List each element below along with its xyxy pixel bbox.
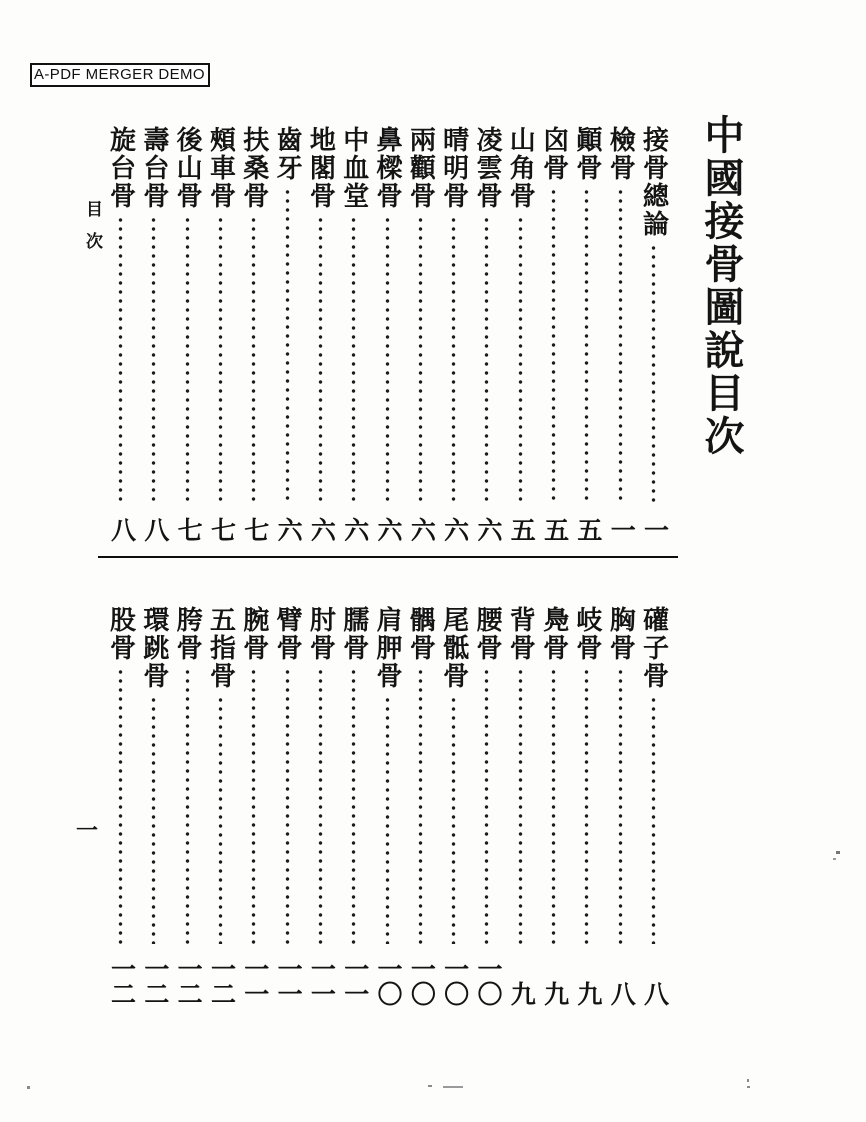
toc-entry: [171, 606, 204, 1006]
toc-entry: [204, 126, 237, 542]
dotted-leader: [251, 669, 256, 944]
toc-entry-title: 凌雲骨: [472, 126, 502, 210]
toc-entry-title: 旋台骨: [106, 126, 136, 210]
dotted-leader: [618, 669, 623, 944]
toc-entry-page-number: 一二: [174, 956, 202, 1006]
toc-entry-page-number: 一二: [107, 956, 135, 1006]
book-title: 中國接骨圖說目次: [699, 114, 744, 458]
toc-entry: [537, 606, 570, 1006]
toc-entry-page-number: 一〇: [374, 956, 401, 1006]
toc-entry-page-number: 六: [307, 517, 335, 542]
toc-entry-title: 股骨: [106, 606, 136, 662]
toc-entry-title: 肘骨: [306, 606, 336, 662]
dotted-leader: [518, 217, 523, 502]
toc-entry-page-number: 一〇: [473, 956, 501, 1006]
toc-entry-page-number: 一二: [140, 956, 168, 1006]
dotted-leader: [518, 669, 523, 944]
toc-entry: [337, 126, 370, 542]
toc-entry: [271, 606, 304, 1006]
toc-entry-page-number: 九: [573, 981, 601, 1006]
toc-entry: [570, 606, 603, 1006]
toc-entry-title: 尾骶骨: [439, 606, 469, 690]
toc-entry: [371, 126, 404, 542]
toc-entry-title: 山角骨: [506, 126, 536, 210]
toc-entry-title: 中血堂: [339, 126, 369, 210]
toc-entry-title: 顚骨: [572, 126, 602, 182]
dotted-leader: [651, 697, 656, 944]
toc-entry-page-number: 一一: [307, 956, 335, 1006]
toc-entry-title: 背骨: [506, 606, 536, 662]
toc-entry-title: 岐骨: [572, 606, 602, 662]
dotted-leader: [484, 669, 489, 944]
toc-entry-title: 壽台骨: [139, 126, 169, 210]
dotted-leader: [185, 217, 190, 502]
toc-entry-title: 胯骨: [173, 606, 203, 662]
toc-entry-page-number: 一一: [340, 956, 368, 1006]
toc-entry-title: 礶子骨: [639, 606, 669, 690]
toc-entry-page-number: 六: [440, 517, 468, 542]
dotted-leader: [618, 189, 623, 502]
scan-speck: [27, 1086, 30, 1089]
toc-entry-page-number: 九: [540, 981, 568, 1006]
dotted-leader: [551, 189, 556, 502]
toc-entry-page-number: 六: [374, 517, 401, 542]
toc-entry: [404, 126, 437, 542]
toc-entry-page-number: 一二: [207, 956, 235, 1006]
toc-entry-title: 五指骨: [206, 606, 236, 690]
toc-entry-title: 腰骨: [472, 606, 502, 662]
toc-entry-page-number: 八: [607, 981, 635, 1006]
toc-entry: [371, 606, 404, 1006]
dotted-leader: [385, 697, 390, 944]
toc-entry-title: 檢骨: [606, 126, 636, 182]
pdf-merger-watermark: A-PDF MERGER DEMO: [30, 63, 210, 87]
dotted-leader: [118, 217, 123, 502]
toc-entry: [437, 606, 470, 1006]
toc-entry-page-number: 一: [607, 517, 635, 542]
toc-entry: [637, 606, 670, 1006]
toc-entry: [537, 126, 570, 542]
toc-entry-page-number: 一一: [240, 956, 268, 1006]
toc-entry-title: 臂骨: [273, 606, 303, 662]
dotted-leader: [451, 697, 456, 944]
dotted-leader: [551, 669, 556, 944]
toc-entry-page-number: 七: [174, 517, 202, 542]
toc-entry-title: 接骨總論: [639, 126, 669, 238]
toc-entry: [204, 606, 237, 1006]
toc-entry-title: 髃骨: [406, 606, 436, 662]
toc-entry-page-number: 八: [640, 981, 668, 1006]
toc-entry-page-number: 七: [240, 517, 268, 542]
toc-entry-page-number: 六: [407, 517, 435, 542]
dotted-leader: [151, 217, 156, 502]
toc-entry-title: 腕骨: [239, 606, 269, 662]
toc-section-head-bones: [104, 126, 670, 542]
toc-entry: [304, 126, 337, 542]
toc-entry: [104, 126, 137, 542]
dotted-leader: [185, 669, 190, 944]
toc-entry: [337, 606, 370, 1006]
toc-entry-page-number: 六: [340, 517, 368, 542]
dotted-leader: [151, 697, 156, 944]
scan-speck: [443, 1086, 463, 1088]
toc-entry: [604, 126, 637, 542]
toc-entry-title: 扶桑骨: [239, 126, 269, 210]
dotted-leader: [584, 189, 589, 502]
toc-entry-page-number: 九: [507, 981, 535, 1006]
toc-entry: [237, 126, 270, 542]
toc-entry-title: 兩顴骨: [406, 126, 436, 210]
scan-speck: [836, 851, 840, 854]
toc-entry-page-number: 八: [140, 517, 168, 542]
toc-entry: [570, 126, 603, 542]
toc-entry-page-number: 一: [640, 517, 668, 542]
toc-entry: [437, 126, 470, 542]
toc-entry: [470, 606, 503, 1006]
dotted-leader: [218, 217, 223, 502]
toc-entry-title: 肩胛骨: [373, 606, 402, 690]
toc-entry-page-number: 一一: [274, 956, 302, 1006]
dotted-leader: [451, 217, 456, 502]
toc-entry-page-number: 六: [274, 517, 302, 542]
toc-entry-title: 頰車骨: [206, 126, 236, 210]
toc-entry-title: 臑骨: [339, 606, 369, 662]
dotted-leader: [651, 245, 656, 502]
dotted-leader: [318, 669, 323, 944]
dotted-leader: [318, 217, 323, 502]
section-divider-rule: [98, 556, 678, 558]
dotted-leader: [285, 669, 290, 944]
dotted-leader: [484, 217, 489, 502]
toc-entry-page-number: 七: [207, 517, 235, 542]
dotted-leader: [351, 669, 356, 944]
toc-entry: [504, 126, 537, 542]
dotted-leader: [584, 669, 589, 944]
side-label: 目次: [83, 200, 102, 264]
toc-entry: [171, 126, 204, 542]
toc-entry-title: 齒牙: [273, 126, 303, 182]
toc-entry-title: 後山骨: [173, 126, 203, 210]
dotted-leader: [285, 189, 290, 502]
dotted-leader: [251, 217, 256, 502]
toc-entry-page-number: 一〇: [440, 956, 468, 1006]
toc-entry: [137, 606, 170, 1006]
toc-entry-title: 地閣骨: [306, 126, 336, 210]
toc-entry: [404, 606, 437, 1006]
toc-entry-page-number: 一〇: [407, 956, 435, 1006]
toc-entry-page-number: 五: [507, 517, 535, 542]
toc-section-body-bones: [104, 606, 670, 1006]
toc-entry: [470, 126, 503, 542]
toc-entry-title: 胸骨: [606, 606, 636, 662]
dotted-leader: [218, 697, 223, 944]
toc-entry-title: 鳧骨: [539, 606, 569, 662]
scan-speck: [747, 1079, 749, 1082]
toc-entry: [137, 126, 170, 542]
dotted-leader: [418, 669, 423, 944]
toc-entry-page-number: 八: [107, 517, 135, 542]
toc-entry: [504, 606, 537, 1006]
toc-entry-title: 鼻樑骨: [373, 126, 402, 210]
toc-entry: [237, 606, 270, 1006]
dotted-leader: [118, 669, 123, 944]
scan-speck: [747, 1086, 750, 1088]
toc-entry-page-number: 五: [540, 517, 568, 542]
toc-entry: [637, 126, 670, 542]
toc-entry-title: 環跳骨: [139, 606, 169, 690]
scan-speck: [428, 1085, 432, 1087]
toc-entry: [304, 606, 337, 1006]
toc-entry: [604, 606, 637, 1006]
dotted-leader: [418, 217, 423, 502]
toc-entry-page-number: 六: [473, 517, 501, 542]
toc-entry-title: 晴明骨: [439, 126, 469, 210]
toc-entry-title: 囟骨: [539, 126, 569, 182]
scan-speck: [833, 858, 836, 860]
toc-entry: [271, 126, 304, 542]
toc-entry: [104, 606, 137, 1006]
folio-page-number: 一: [76, 818, 99, 843]
dotted-leader: [385, 217, 390, 502]
toc-entry-page-number: 五: [573, 517, 601, 542]
dotted-leader: [351, 217, 356, 502]
